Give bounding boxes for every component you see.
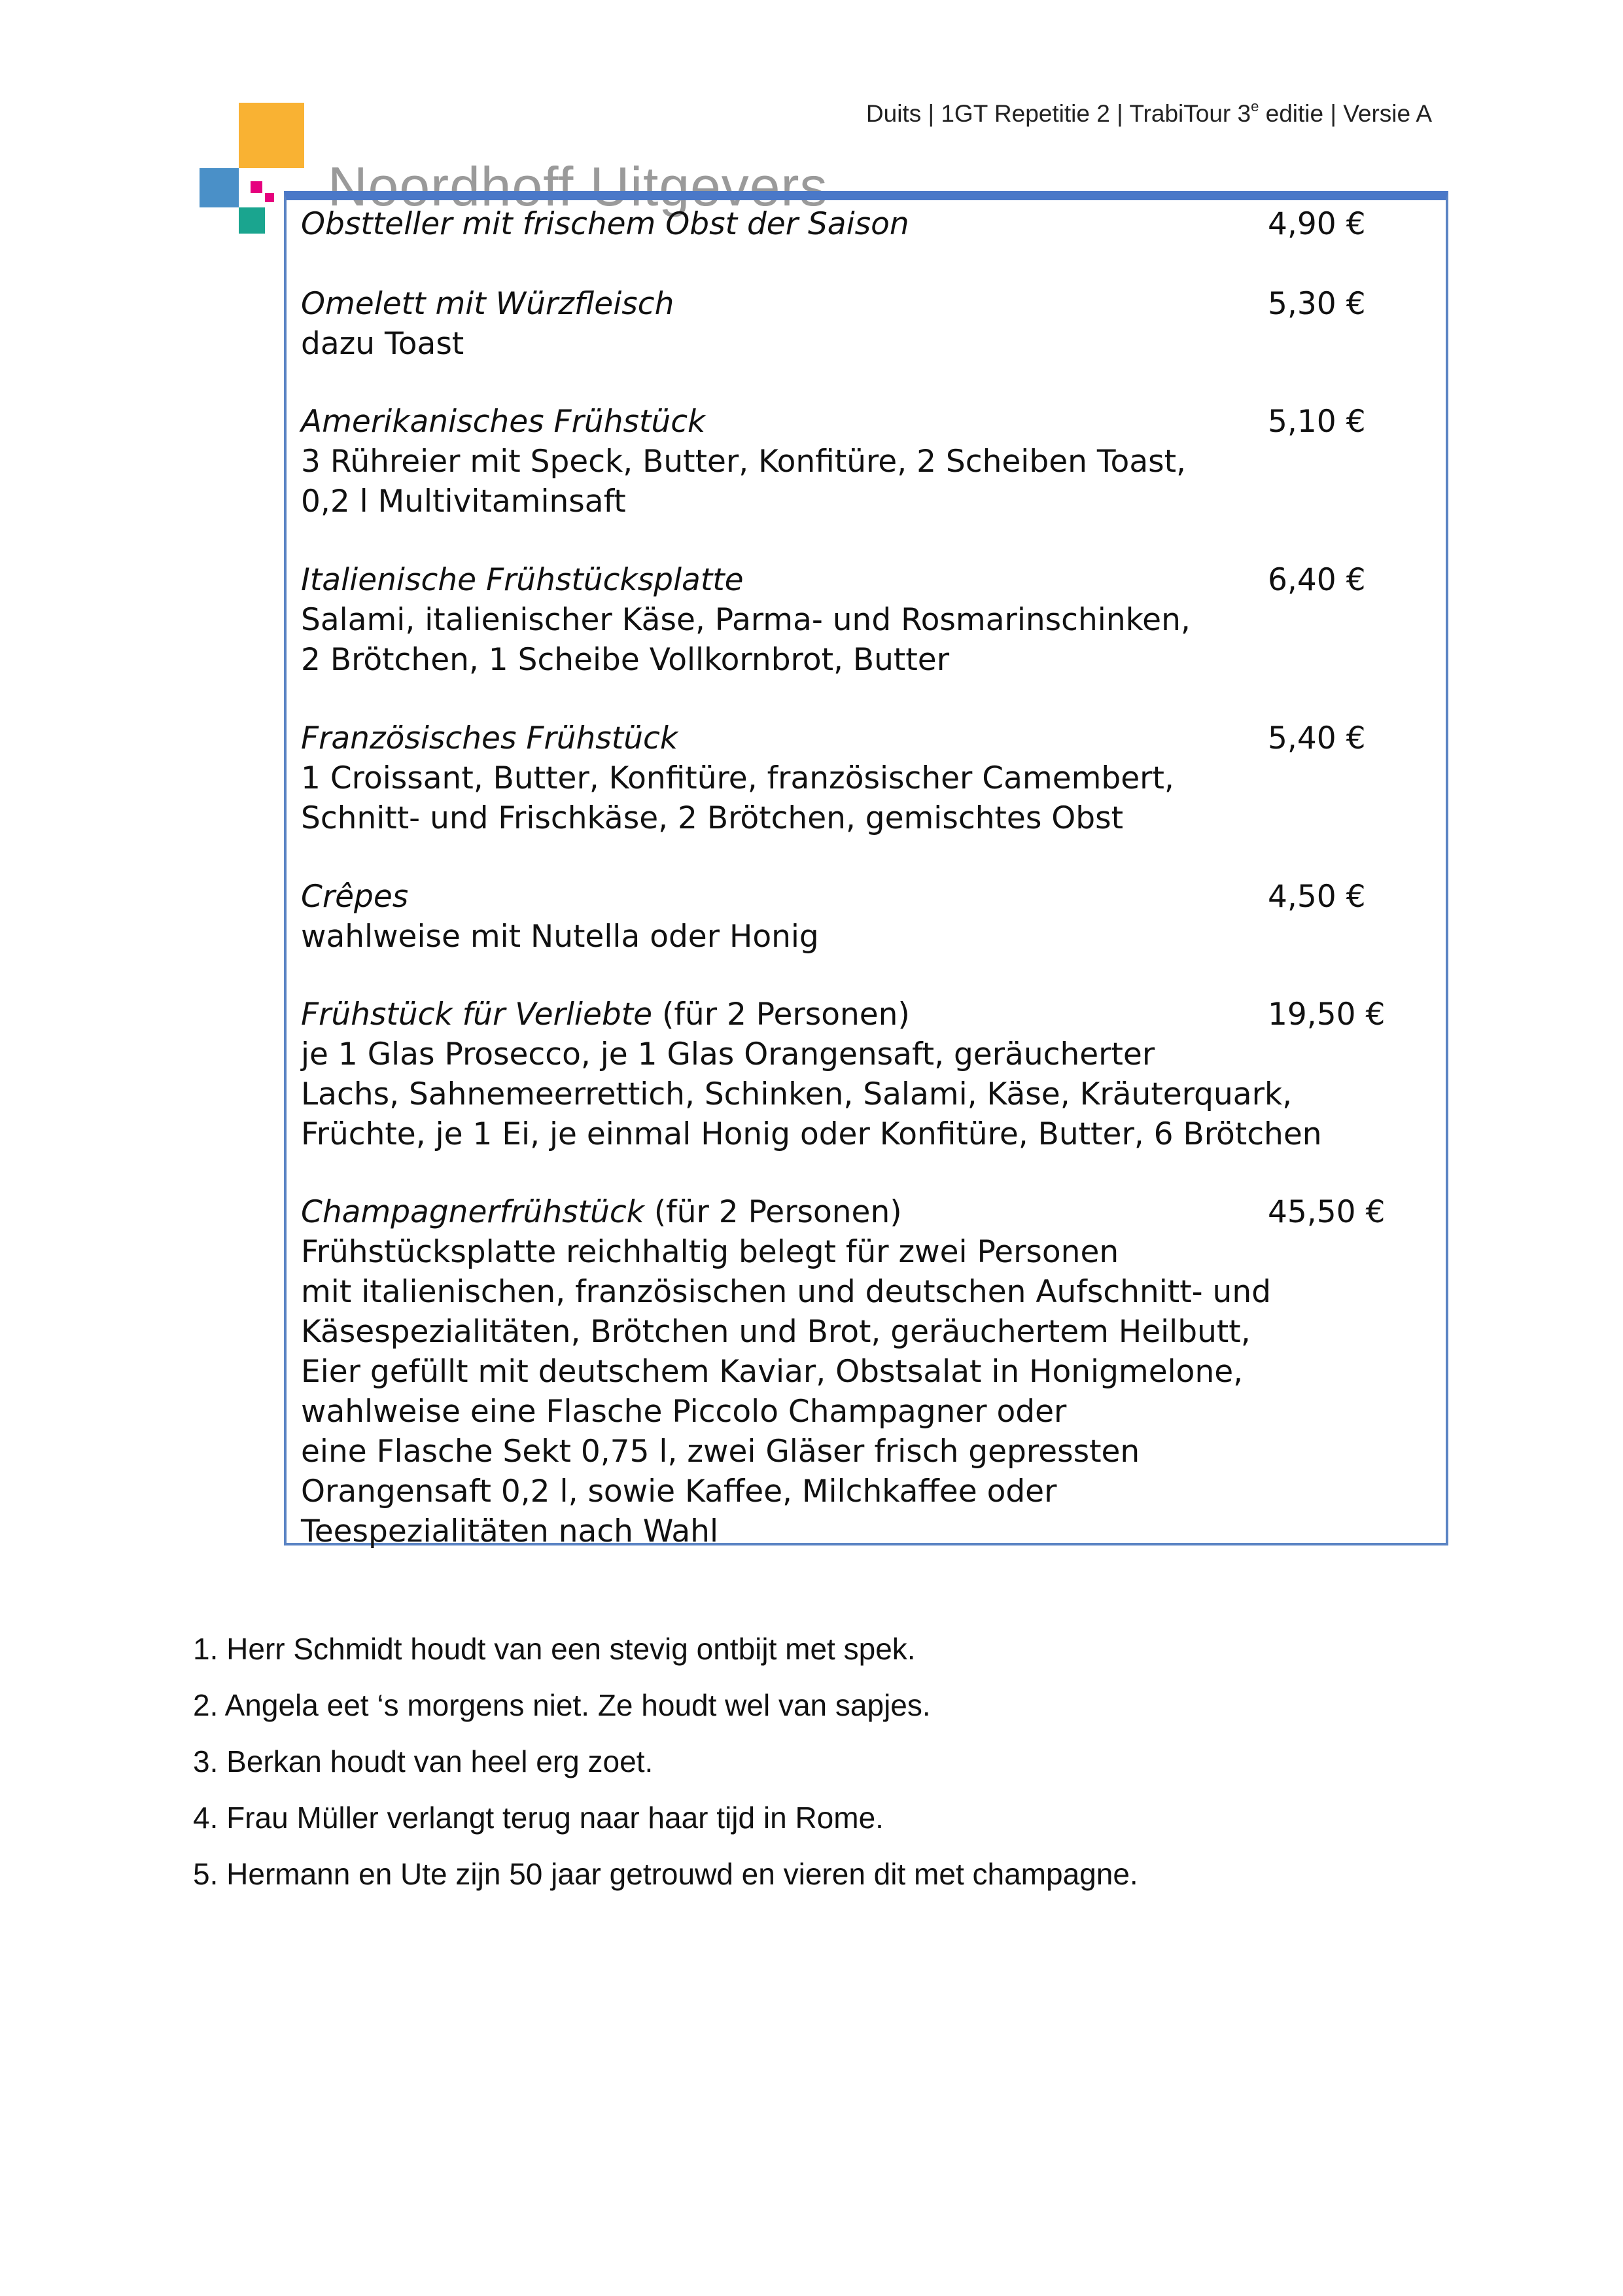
- header-text-sup: e: [1251, 98, 1259, 115]
- logo-orange-square: [239, 103, 304, 168]
- menu-item-price: 4,90 €: [1268, 206, 1366, 242]
- menu-item-price: 45,50 €: [1268, 1194, 1386, 1230]
- menu-item: [301, 995, 1452, 1154]
- menu-item: [301, 402, 1452, 521]
- menu-item-price: 5,10 €: [1268, 404, 1366, 440]
- logo-blue-square: [200, 168, 239, 207]
- question-item: 2. Angela eet ‘s morgens niet. Ze houdt wel van sapjes.: [193, 1688, 931, 1722]
- logo-brand-name: Noordhoff Uitgevers: [328, 156, 828, 217]
- question-item: 1. Herr Schmidt houdt van een stevig ontbijt met spek.: [193, 1632, 916, 1666]
- menu-item-name: Obstteller mit frischem Obst der Saison: [301, 206, 909, 242]
- menu-item: [301, 1192, 1452, 1551]
- question-item: 4. Frau Müller verlangt terug naar haar tijd in Rome.: [193, 1801, 884, 1835]
- questions-list: [193, 1629, 1138, 1911]
- menu-item-name: Champagnerfrühstück: [301, 1194, 644, 1230]
- menu-item: [301, 284, 1452, 364]
- menu-item-name: Italienische Frühstücksplatte: [301, 562, 744, 598]
- question-item: 3. Berkan houdt van heel erg zoet.: [193, 1744, 654, 1778]
- menu-item-description: je 1 Glas Prosecco, je 1 Glas Orangensaft, geräucherter Lachs, Sahnemeerrettich, Schinken, Salami, Käse, Kräuterquark, Früchte, je 1 Ei, je einmal Honig oder Konfitüre, Butter, 6 Brötchen: [301, 1036, 1322, 1152]
- menu-item-description: Frühstücksplatte reichhaltig belegt für zwei Personen mit italienischen, französischen und deutschen Aufschnitt- und Käsespezialitäten, Brötchen und Brot, geräuchertem Heilbutt, Eier gefüllt mit deutschem Kaviar, Obstsalat in Honigmelone, wahlweise eine Flasche Piccolo Champagner oder eine Flasche Sekt 0,75 l, zwei Gläser frisch gepressten Orangensaft 0,2 l, sowie Kaffee, Milchkaffee oder Teespezialitäten nach Wahl: [301, 1234, 1271, 1549]
- menu-item-description: 3 Rühreier mit Speck, Butter, Konfitüre, 2 Scheiben Toast, 0,2 l Multivitaminsaft: [301, 444, 1186, 520]
- question-item: 5. Hermann en Ute zijn 50 jaar getrouwd en vieren dit met champagne.: [193, 1857, 1138, 1891]
- menu-item-name: Frühstück für Verliebte: [301, 997, 653, 1033]
- menu-item-price: 4,50 €: [1268, 879, 1366, 915]
- page-header: [866, 98, 1432, 128]
- header-text-end: editie | Versie A: [1259, 100, 1432, 127]
- menu-item-suffix: (für 2 Personen): [652, 997, 910, 1033]
- menu-item: [301, 718, 1452, 838]
- logo-pink-square: [251, 181, 262, 193]
- header-text-main: Duits | 1GT Repetitie 2 | TrabiTour 3: [865, 100, 1251, 127]
- menu-item-description: Salami, italienischer Käse, Parma- und Rosmarinschinken, 2 Brötchen, 1 Scheibe Vollkornbrot, Butter: [301, 602, 1191, 678]
- menu-item-price: 5,30 €: [1268, 286, 1366, 322]
- menu-item-price: 19,50 €: [1268, 997, 1386, 1033]
- menu-item-price: 5,40 €: [1268, 720, 1366, 756]
- menu-item-description: wahlweise mit Nutella oder Honig: [301, 919, 819, 955]
- menu-item-price: 6,40 €: [1268, 562, 1366, 598]
- logo-teal-square: [239, 207, 265, 234]
- menu-item-description: 1 Croissant, Butter, Konfitüre, französischer Camembert, Schnitt- und Frischkäse, 2 Brötchen, gemischtes Obst: [301, 760, 1174, 836]
- menu-item-name: Crêpes: [301, 879, 409, 915]
- menu-item-name: Französisches Frühstück: [301, 720, 678, 756]
- menu-item: [301, 877, 1452, 957]
- menu-item-suffix: (für 2 Personen): [644, 1194, 902, 1230]
- menu-item: [301, 204, 1452, 244]
- logo-pink-square-small: [265, 193, 274, 202]
- menu-item-description: dazu Toast: [301, 326, 464, 362]
- menu-item: [301, 560, 1452, 680]
- menu-item-name: Amerikanisches Frühstück: [301, 404, 706, 440]
- menu-item-name: Omelett mit Würzfleisch: [301, 286, 674, 322]
